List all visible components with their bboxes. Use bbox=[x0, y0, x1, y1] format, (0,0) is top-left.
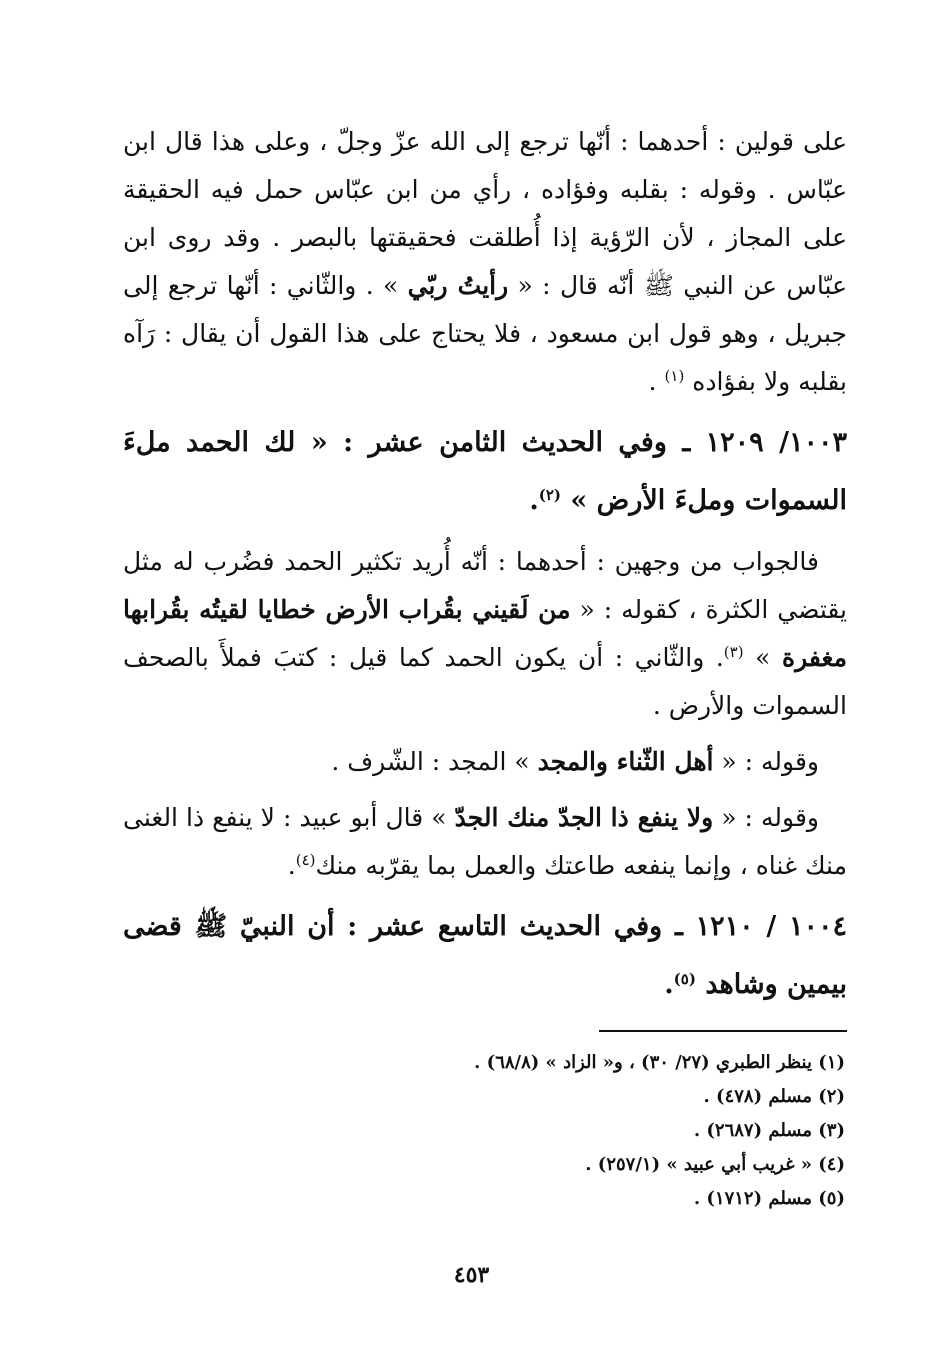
hadith-heading-1003-text: ١٠٠٣/ ١٢٠٩ ـ وفي الحديث الثامن عشر : « لك الحمد ملءَ السموات وملءَ الأرض » bbox=[123, 427, 848, 516]
hadith-quote-raaytu-rabbi: رأيتُ ربّي bbox=[407, 271, 509, 300]
paragraph-1-text-1: على قولين : أحدهما : أنّها ترجع إلى الله عزّ وجلّ ، وعلى هذا قال ابن عبّاس . وقوله : بقلبه وفؤاده ، رأي من ابن عبّاس حمل فيه الحقيقة على المجاز ، لأن الرّؤية إذا أُطلقت فحقيقتها بالبصر . وقد روى ابن عبّاس عن النبي ﷺ أنّه قال : « bbox=[123, 127, 847, 300]
paragraph-2-text-2: » bbox=[743, 643, 782, 672]
footnote-2: (٢) مسلم (٤٧٨) . bbox=[703, 1086, 845, 1107]
paragraph-4 bbox=[123, 794, 847, 890]
hadith-heading-1004-text: ١٠٠٤ / ١٢١٠ ـ وفي الحديث التاسع عشر : أن النبيّ ﷺ قضى بيمين وشاهد bbox=[123, 911, 847, 1000]
paragraph-1-text-2: » . والثّاني : أنّها ترجع إلى جبريل ، وهو قول ابن مسعود ، فلا يحتاج على هذا القول أن يقال : رَآه بقلبه ولا بفؤاده bbox=[123, 271, 847, 396]
footnote-4: (٤) « غريب أبي عبيد » (٢٥٧/١) . bbox=[585, 1154, 845, 1175]
footnote-ref-2: (٢) bbox=[538, 486, 561, 504]
hadith-quote-jadd: ولا ينفع ذا الجدّ منك الجدّ bbox=[454, 803, 714, 832]
paragraph-4-text-2: » قال أبو عبيد : لا ينفع ذا الغنى منك غناه ، وإنما ينفعه طاعتك والعمل بما يقرّبه منك bbox=[123, 803, 847, 880]
paragraph-1-end: . bbox=[648, 367, 665, 396]
footnote-5: (٥) مسلم (١٧١٢) . bbox=[693, 1188, 845, 1209]
paragraph-3 bbox=[123, 738, 847, 786]
hadith-heading-1003-end: . bbox=[529, 485, 539, 516]
paragraph-3-text-2: » المجد : الشّرف . bbox=[331, 747, 538, 776]
hadith-heading-1004-end: . bbox=[664, 969, 674, 1000]
hadith-heading-1004 bbox=[123, 898, 847, 1014]
paragraph-1 bbox=[123, 118, 847, 406]
hadith-quote-thana: أهل الثّناء والمجد bbox=[537, 747, 714, 776]
footnote-3: (٣) مسلم (٢٦٨٧) . bbox=[693, 1120, 845, 1141]
paragraph-2-text-3: . والثّاني : أن يكون الحمد كما قيل : كتبَ فملأَ بالصحف السموات والأرض . bbox=[123, 643, 847, 720]
footnote-ref-5: (٥) bbox=[673, 970, 696, 988]
page-number: ٤٥٣ bbox=[453, 1262, 490, 1288]
footnote-ref-3: (٣) bbox=[723, 643, 744, 661]
footnote-divider bbox=[599, 1030, 847, 1032]
main-text bbox=[123, 118, 847, 1014]
footnote-ref-4: (٤) bbox=[295, 851, 316, 869]
footnotes bbox=[125, 1046, 845, 1216]
footnote-1: (١) ينظر الطبري (٢٧/ ٣٠) ، و« الزاد » (٦٨/٨) . bbox=[474, 1052, 845, 1073]
paragraph-4-text-1: وقوله : « bbox=[713, 803, 819, 832]
paragraph-2-text-1: فالجواب من وجهين : أحدهما : أنّه أُريد تكثير الحمد فضُرب له مثل يقتضي الكثرة ، كقوله : « bbox=[123, 547, 847, 624]
paragraph-2 bbox=[123, 538, 847, 730]
paragraph-3-text-1: وقوله : « bbox=[713, 747, 819, 776]
footnote-ref-1: (١) bbox=[664, 367, 685, 385]
paragraph-4-end: . bbox=[287, 851, 296, 880]
hadith-quote-qurab: من لَقيني بقُراب الأرض خطايا لقيتُه بقُرابها مغفرة bbox=[123, 595, 847, 672]
hadith-heading-1003 bbox=[123, 414, 847, 530]
